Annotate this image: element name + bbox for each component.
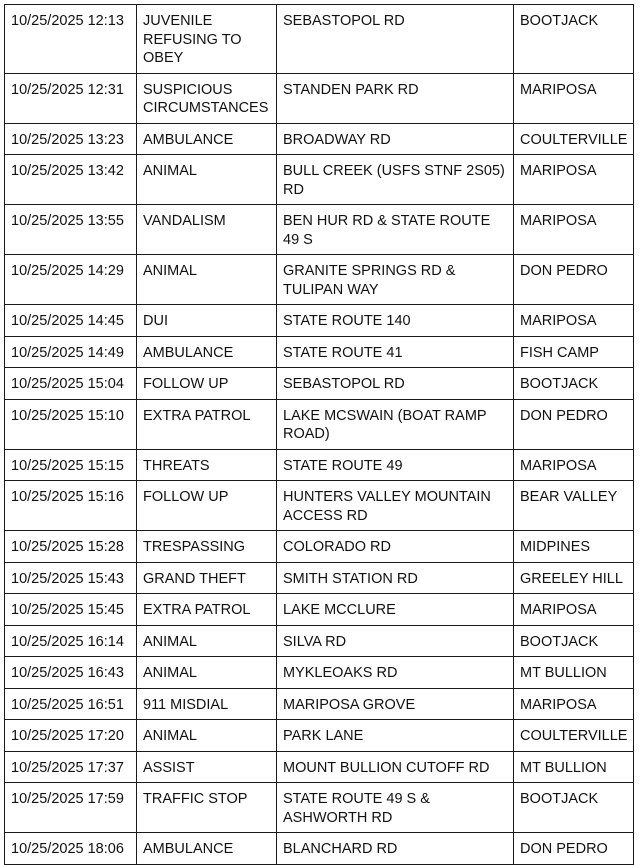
location-cell: STATE ROUTE 140: [277, 305, 514, 337]
table-row: [5, 5, 634, 74]
area-cell: MARIPOSA: [514, 594, 634, 626]
area-cell: BEAR VALLEY: [514, 481, 634, 531]
area-cell: MARIPOSA: [514, 205, 634, 255]
location-cell: SILVA RD: [277, 625, 514, 657]
location-cell: HUNTERS VALLEY MOUNTAIN ACCESS RD: [277, 481, 514, 531]
incident-type-cell: VANDALISM: [137, 205, 277, 255]
location-cell: LAKE MCSWAIN (BOAT RAMP ROAD): [277, 399, 514, 449]
location-cell: SEBASTOPOL RD: [277, 368, 514, 400]
incident-type-cell: THREATS: [137, 449, 277, 481]
area-cell: BOOTJACK: [514, 783, 634, 833]
location-cell: STATE ROUTE 49 S & ASHWORTH RD: [277, 783, 514, 833]
table-row: [5, 594, 634, 626]
datetime-cell: 10/25/2025 15:04: [5, 368, 137, 400]
area-cell: FISH CAMP: [514, 336, 634, 368]
area-cell: MT BULLION: [514, 657, 634, 689]
table-row: [5, 73, 634, 123]
location-cell: BROADWAY RD: [277, 123, 514, 155]
area-cell: MT BULLION: [514, 751, 634, 783]
table-row: [5, 783, 634, 833]
location-cell: STATE ROUTE 49: [277, 449, 514, 481]
area-cell: COULTERVILLE: [514, 720, 634, 752]
table-row: [5, 399, 634, 449]
location-cell: BEN HUR RD & STATE ROUTE 49 S: [277, 205, 514, 255]
table-row: [5, 625, 634, 657]
area-cell: MARIPOSA: [514, 155, 634, 205]
location-cell: GRANITE SPRINGS RD & TULIPAN WAY: [277, 255, 514, 305]
datetime-cell: 10/25/2025 15:10: [5, 399, 137, 449]
datetime-cell: 10/25/2025 12:13: [5, 5, 137, 74]
location-cell: SMITH STATION RD: [277, 562, 514, 594]
incident-type-cell: SUSPICIOUS CIRCUMSTANCES: [137, 73, 277, 123]
incident-type-cell: GRAND THEFT: [137, 562, 277, 594]
datetime-cell: 10/25/2025 13:42: [5, 155, 137, 205]
area-cell: BOOTJACK: [514, 368, 634, 400]
incident-type-cell: 911 MISDIAL: [137, 688, 277, 720]
datetime-cell: 10/25/2025 12:31: [5, 73, 137, 123]
table-row: [5, 205, 634, 255]
table-row: [5, 449, 634, 481]
location-cell: BULL CREEK (USFS STNF 2S05) RD: [277, 155, 514, 205]
datetime-cell: 10/25/2025 15:16: [5, 481, 137, 531]
datetime-cell: 10/25/2025 13:23: [5, 123, 137, 155]
datetime-cell: 10/25/2025 17:37: [5, 751, 137, 783]
datetime-cell: 10/25/2025 15:45: [5, 594, 137, 626]
area-cell: DON PEDRO: [514, 833, 634, 865]
datetime-cell: 10/25/2025 18:06: [5, 833, 137, 865]
location-cell: MOUNT BULLION CUTOFF RD: [277, 751, 514, 783]
table-row: [5, 336, 634, 368]
datetime-cell: 10/25/2025 16:43: [5, 657, 137, 689]
table-row: [5, 155, 634, 205]
incident-type-cell: TRAFFIC STOP: [137, 783, 277, 833]
table-row: [5, 368, 634, 400]
area-cell: MARIPOSA: [514, 305, 634, 337]
incident-log-table: [4, 4, 634, 865]
area-cell: GREELEY HILL: [514, 562, 634, 594]
table-row: [5, 481, 634, 531]
table-row: [5, 305, 634, 337]
area-cell: DON PEDRO: [514, 255, 634, 305]
area-cell: MARIPOSA: [514, 449, 634, 481]
table-row: [5, 123, 634, 155]
incident-type-cell: JUVENILE REFUSING TO OBEY: [137, 5, 277, 74]
incident-type-cell: FOLLOW UP: [137, 368, 277, 400]
location-cell: LAKE MCCLURE: [277, 594, 514, 626]
table-row: [5, 833, 634, 865]
incident-type-cell: ANIMAL: [137, 155, 277, 205]
location-cell: STATE ROUTE 41: [277, 336, 514, 368]
table-row: [5, 657, 634, 689]
incident-type-cell: AMBULANCE: [137, 336, 277, 368]
incident-type-cell: ANIMAL: [137, 720, 277, 752]
datetime-cell: 10/25/2025 15:28: [5, 531, 137, 563]
location-cell: MARIPOSA GROVE: [277, 688, 514, 720]
incident-type-cell: FOLLOW UP: [137, 481, 277, 531]
datetime-cell: 10/25/2025 16:51: [5, 688, 137, 720]
area-cell: COULTERVILLE: [514, 123, 634, 155]
datetime-cell: 10/25/2025 16:14: [5, 625, 137, 657]
area-cell: BOOTJACK: [514, 5, 634, 74]
incident-type-cell: DUI: [137, 305, 277, 337]
datetime-cell: 10/25/2025 14:49: [5, 336, 137, 368]
incident-type-cell: ANIMAL: [137, 255, 277, 305]
datetime-cell: 10/25/2025 14:45: [5, 305, 137, 337]
location-cell: BLANCHARD RD: [277, 833, 514, 865]
incident-type-cell: ANIMAL: [137, 657, 277, 689]
area-cell: BOOTJACK: [514, 625, 634, 657]
area-cell: MARIPOSA: [514, 688, 634, 720]
datetime-cell: 10/25/2025 13:55: [5, 205, 137, 255]
area-cell: MARIPOSA: [514, 73, 634, 123]
table-row: [5, 531, 634, 563]
incident-type-cell: ANIMAL: [137, 625, 277, 657]
location-cell: COLORADO RD: [277, 531, 514, 563]
location-cell: PARK LANE: [277, 720, 514, 752]
incident-log-body: [5, 5, 634, 865]
incident-type-cell: TRESPASSING: [137, 531, 277, 563]
table-row: [5, 720, 634, 752]
datetime-cell: 10/25/2025 15:15: [5, 449, 137, 481]
table-row: [5, 255, 634, 305]
table-row: [5, 751, 634, 783]
area-cell: MIDPINES: [514, 531, 634, 563]
datetime-cell: 10/25/2025 17:20: [5, 720, 137, 752]
table-row: [5, 562, 634, 594]
incident-type-cell: AMBULANCE: [137, 123, 277, 155]
location-cell: MYKLEOAKS RD: [277, 657, 514, 689]
location-cell: STANDEN PARK RD: [277, 73, 514, 123]
incident-type-cell: EXTRA PATROL: [137, 399, 277, 449]
incident-type-cell: EXTRA PATROL: [137, 594, 277, 626]
datetime-cell: 10/25/2025 17:59: [5, 783, 137, 833]
incident-type-cell: ASSIST: [137, 751, 277, 783]
table-row: [5, 688, 634, 720]
datetime-cell: 10/25/2025 14:29: [5, 255, 137, 305]
area-cell: DON PEDRO: [514, 399, 634, 449]
datetime-cell: 10/25/2025 15:43: [5, 562, 137, 594]
location-cell: SEBASTOPOL RD: [277, 5, 514, 74]
incident-type-cell: AMBULANCE: [137, 833, 277, 865]
